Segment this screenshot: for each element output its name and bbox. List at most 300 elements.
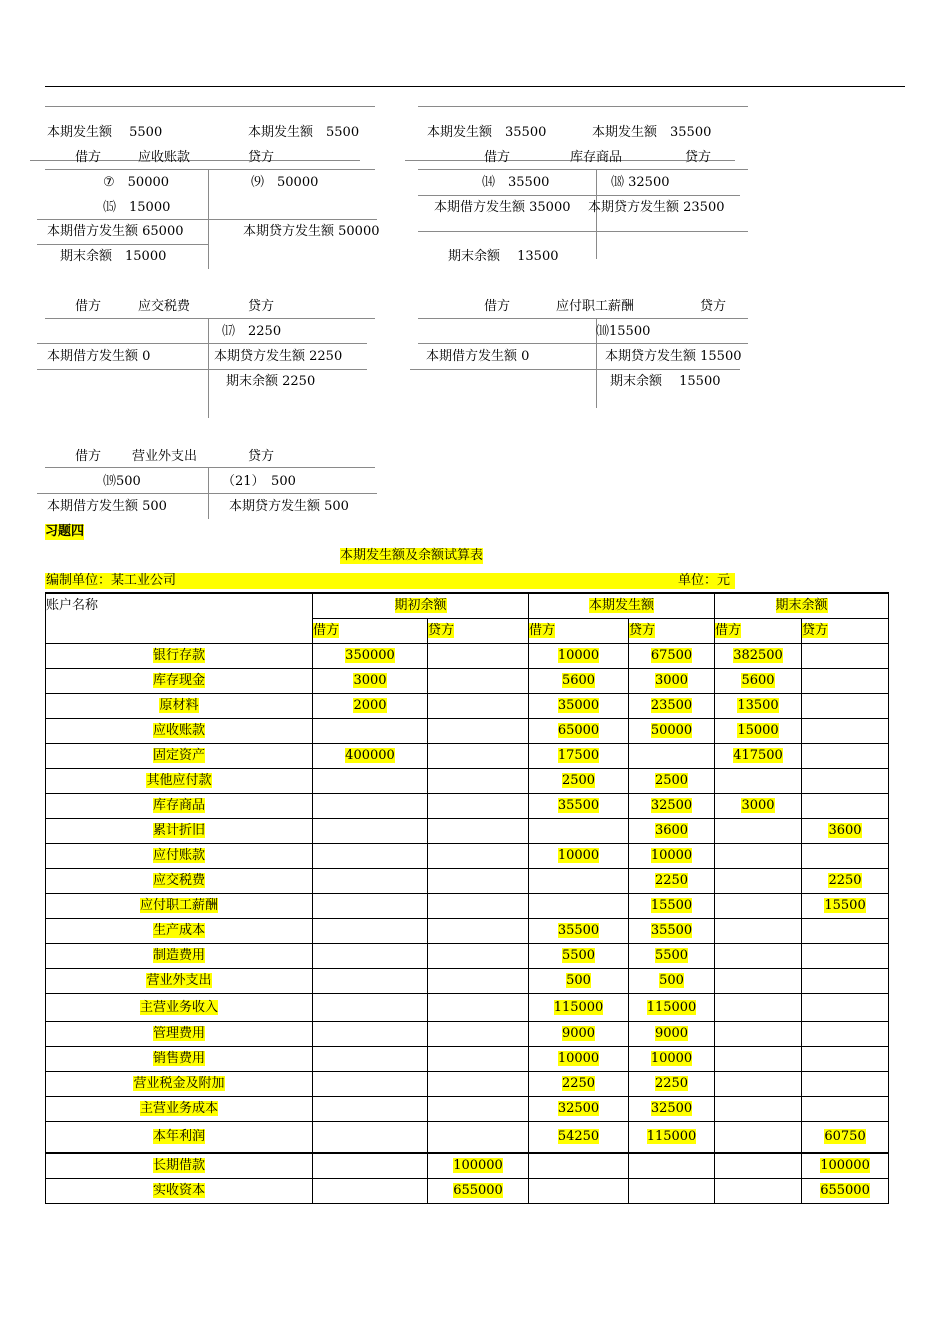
amount-cell (313, 1022, 428, 1047)
amount-cell (802, 994, 889, 1022)
amount-cell (715, 944, 802, 969)
account-name-cell (46, 1072, 313, 1097)
account-name-text: 库存现金 (152, 673, 205, 688)
credit-total: 本期贷方发生额 2250 (214, 349, 343, 364)
debit-entry: ⒁ 35500 (482, 175, 550, 190)
amount-cell (802, 1122, 889, 1154)
page-top-rule (45, 86, 905, 87)
debit-entry: ⒆500 (103, 474, 141, 489)
amount-value: 5500 (654, 948, 689, 963)
table-row (46, 894, 889, 919)
amount-cell (715, 919, 802, 944)
amount-cell (715, 1072, 802, 1097)
amount-value: 2250 (654, 1076, 689, 1091)
table-row (46, 669, 889, 694)
credit-total: 本期贷方发生额 50000 (243, 224, 380, 239)
credit-entry: ⑽15500 (596, 324, 651, 339)
amount-value: 2500 (561, 773, 596, 788)
amount-cell (313, 719, 428, 744)
amount-cell (629, 919, 715, 944)
trial-balance-table (45, 592, 889, 1204)
amount-cell (529, 1072, 629, 1097)
amount-cell (802, 669, 889, 694)
amount-cell (313, 894, 428, 919)
amount-cell (313, 744, 428, 769)
amount-cell (428, 794, 529, 819)
credit-entry: ⑼ 50000 (251, 175, 319, 190)
account-name-text: 长期借款 (152, 1158, 205, 1173)
period-amount-header-label: 本期发生额 (589, 598, 655, 613)
amount-value: 35000 (557, 698, 600, 713)
amount-value: 5500 (561, 948, 596, 963)
table-row (46, 819, 889, 844)
debit-entry: ⑦ 50000 (103, 175, 170, 190)
amount-cell (529, 644, 629, 669)
amount-cell (715, 1047, 802, 1072)
amount-cell (313, 869, 428, 894)
account-name-cell (46, 919, 313, 944)
amount-cell (715, 994, 802, 1022)
table-row (46, 744, 889, 769)
amount-cell (629, 744, 715, 769)
amount-value: 100000 (453, 1158, 503, 1173)
amount-cell (529, 919, 629, 944)
amount-cell (629, 819, 715, 844)
account-name-text: 应付职工薪酬 (139, 898, 218, 913)
table-title: 本期发生额及余额试算表 (340, 548, 484, 563)
account-name-cell (46, 944, 313, 969)
account-name-text: 银行存款 (152, 648, 205, 663)
amount-cell (715, 769, 802, 794)
amount-cell (802, 644, 889, 669)
account-name-text: 管理费用 (152, 1026, 205, 1041)
account-name: 营业外支出 (132, 449, 198, 464)
account-name-cell (46, 744, 313, 769)
table-row (46, 844, 889, 869)
amount-cell (715, 969, 802, 994)
amount-value: 9000 (561, 1026, 596, 1041)
t-account-rule (37, 244, 209, 245)
amount-cell (629, 969, 715, 994)
amount-cell (529, 694, 629, 719)
account-name-cell (46, 1179, 313, 1204)
amount-cell (428, 1072, 529, 1097)
account-name-cell (46, 1047, 313, 1072)
amount-cell (313, 1047, 428, 1072)
t-account-divider (208, 318, 209, 418)
amount-cell (529, 994, 629, 1022)
amount-value: 500 (659, 973, 684, 988)
amount-cell (715, 1179, 802, 1204)
amount-value: 2500 (654, 773, 689, 788)
amount-value: 3000 (353, 673, 387, 688)
amount-value: 15500 (824, 898, 866, 913)
account-name-text: 原材料 (159, 698, 199, 713)
amount-cell (629, 894, 715, 919)
account-name-cell (46, 644, 313, 669)
amount-cell (715, 744, 802, 769)
amount-value: 417500 (733, 748, 783, 763)
amount-cell (428, 944, 529, 969)
account-name-text: 生产成本 (152, 923, 205, 938)
amount-cell (428, 894, 529, 919)
amount-value: 655000 (453, 1183, 503, 1198)
account-name-cell (46, 994, 313, 1022)
amount-cell (313, 1153, 428, 1179)
amount-value: 13500 (737, 698, 779, 713)
account-name-cell (46, 719, 313, 744)
credit-header: 贷方 (685, 150, 712, 165)
table-row (46, 719, 889, 744)
table-row (46, 1022, 889, 1047)
amount-value: 2000 (353, 698, 387, 713)
amount-cell (802, 769, 889, 794)
amount-cell (629, 719, 715, 744)
amount-cell (802, 969, 889, 994)
amount-cell (715, 894, 802, 919)
account-name: 应收账款 (138, 150, 191, 165)
amount-cell (529, 1097, 629, 1122)
opening-balance-header (313, 593, 529, 619)
amount-cell (313, 1122, 428, 1154)
amount-cell (802, 919, 889, 944)
amount-cell (529, 819, 629, 844)
credit-header: 贷方 (700, 299, 727, 314)
compiler-label: 编制单位：某工业公司 (46, 573, 177, 588)
credit-entry: ⒄ 2250 (222, 324, 282, 339)
amount-cell (715, 669, 802, 694)
amount-value: 3600 (828, 823, 862, 838)
table-row (46, 919, 889, 944)
account-name-cell (46, 969, 313, 994)
t-account-rule (418, 318, 748, 319)
account-name-text: 营业外支出 (146, 973, 212, 988)
debit-total: 本期借方发生额 35000 (434, 200, 571, 215)
amount-value: 5600 (741, 673, 775, 688)
credit-subheader-label: 贷方 (428, 623, 455, 638)
amount-value: 115000 (646, 1129, 697, 1144)
amount-cell (529, 1022, 629, 1047)
amount-cell (529, 744, 629, 769)
debit-header: 借方 (75, 299, 102, 314)
amount-value: 35500 (557, 923, 600, 938)
amount-cell (428, 744, 529, 769)
amount-cell (629, 794, 715, 819)
account-name: 应付职工薪酬 (556, 299, 635, 314)
amount-value: 32500 (557, 1101, 600, 1116)
amount-cell (802, 1072, 889, 1097)
credit-entry: （21） 500 (222, 474, 296, 489)
table-row (46, 969, 889, 994)
amount-value: 65000 (557, 723, 600, 738)
credit-subheader (629, 619, 715, 644)
debit-total: 本期借方发生额 0 (426, 349, 530, 364)
amount-cell (802, 844, 889, 869)
account-name-cell (46, 769, 313, 794)
table-row (46, 1153, 889, 1179)
debit-subheader-label: 借方 (715, 623, 742, 638)
amount-cell (629, 1179, 715, 1204)
amount-cell (802, 819, 889, 844)
amount-cell (428, 769, 529, 794)
amount-cell (313, 769, 428, 794)
amount-value: 655000 (820, 1183, 870, 1198)
amount-cell (428, 994, 529, 1022)
account-name-text: 固定资产 (152, 748, 205, 763)
t-account-rule (418, 106, 748, 107)
t-account-rule (418, 343, 748, 344)
amount-cell (428, 1179, 529, 1204)
amount-cell (313, 1072, 428, 1097)
amount-cell (529, 669, 629, 694)
amount-cell (529, 1179, 629, 1204)
table-row (46, 1097, 889, 1122)
credit-subheader (802, 619, 889, 644)
amount-value: 2250 (828, 873, 862, 888)
amount-cell (529, 769, 629, 794)
table-row (46, 994, 889, 1022)
account-name-cell (46, 1022, 313, 1047)
amount-value: 400000 (345, 748, 395, 763)
debit-header: 借方 (75, 449, 102, 464)
amount-value: 500 (566, 973, 591, 988)
account-name-text: 实收资本 (152, 1183, 205, 1198)
amount-cell (715, 1097, 802, 1122)
amount-value: 115000 (553, 999, 604, 1015)
amount-cell (802, 1022, 889, 1047)
amount-cell (629, 944, 715, 969)
amount-cell (428, 694, 529, 719)
table-row (46, 794, 889, 819)
amount-cell (313, 1179, 428, 1204)
account-name-text: 销售费用 (152, 1051, 205, 1066)
ending-balance-header (715, 593, 889, 619)
amount-value: 17500 (557, 748, 600, 763)
amount-cell (715, 1122, 802, 1154)
unit-label: 单位：元 (678, 573, 731, 588)
ending-balance: 期末余额 13500 (448, 249, 559, 264)
amount-cell (715, 844, 802, 869)
credit-total: 本期发生额 5500 (248, 125, 360, 140)
account-name-cell (46, 794, 313, 819)
amount-value: 350000 (345, 648, 395, 663)
amount-cell (629, 769, 715, 794)
t-account-rule (37, 493, 377, 494)
debit-subheader (529, 619, 629, 644)
debit-header: 借方 (75, 150, 102, 165)
account-name-text: 应交税费 (152, 873, 205, 888)
amount-cell (629, 994, 715, 1022)
amount-cell (529, 944, 629, 969)
table-row (46, 694, 889, 719)
opening-balance-header-label: 期初余额 (394, 598, 447, 613)
t-account-rule (37, 369, 367, 370)
amount-cell (529, 719, 629, 744)
account-name-cell (46, 894, 313, 919)
ending-balance: 期末余额 2250 (226, 374, 316, 389)
amount-cell (802, 1153, 889, 1179)
amount-cell (428, 669, 529, 694)
amount-value: 3000 (741, 798, 775, 813)
t-account-rule (45, 169, 375, 170)
account-name-text: 营业税金及附加 (133, 1076, 225, 1091)
credit-entry: ⒅ 32500 (611, 175, 670, 190)
table-row (46, 1122, 889, 1154)
amount-value: 32500 (650, 1101, 693, 1116)
amount-cell (428, 1047, 529, 1072)
account-name-cell (46, 844, 313, 869)
amount-cell (529, 844, 629, 869)
amount-cell (802, 1179, 889, 1204)
amount-cell (629, 1122, 715, 1154)
t-account-rule (45, 106, 375, 107)
amount-cell (428, 844, 529, 869)
account-name-cell (46, 819, 313, 844)
credit-subheader-label: 贷方 (629, 623, 656, 638)
amount-cell (802, 719, 889, 744)
account-name-text: 库存商品 (152, 798, 205, 813)
amount-cell (529, 1153, 629, 1179)
amount-value: 10000 (650, 848, 693, 863)
debit-subheader (313, 619, 428, 644)
amount-cell (715, 819, 802, 844)
ending-balance-header-label: 期末余额 (775, 598, 828, 613)
debit-total: 本期发生额 5500 (47, 125, 163, 140)
debit-header: 借方 (484, 299, 511, 314)
amount-cell (629, 669, 715, 694)
amount-value: 67500 (650, 648, 693, 663)
amount-cell (629, 644, 715, 669)
t-account-rule (418, 195, 740, 196)
amount-cell (313, 844, 428, 869)
amount-cell (802, 869, 889, 894)
table-row (46, 1179, 889, 1204)
amount-value: 15000 (737, 723, 779, 738)
amount-value: 35500 (650, 923, 693, 938)
amount-cell (428, 1097, 529, 1122)
debit-total: 本期借方发生额 65000 (47, 224, 184, 239)
account-name-cell (46, 1097, 313, 1122)
amount-value: 3000 (654, 673, 689, 688)
table-row (46, 1072, 889, 1097)
credit-total: 本期发生额 35500 (592, 125, 712, 140)
amount-cell (313, 994, 428, 1022)
amount-cell (428, 1153, 529, 1179)
t-account-rule (37, 219, 377, 220)
credit-header: 贷方 (248, 150, 275, 165)
t-account-rule (45, 318, 375, 319)
debit-total: 本期发生额 35500 (427, 125, 547, 140)
table-row (46, 769, 889, 794)
amount-cell (313, 819, 428, 844)
debit-subheader (715, 619, 802, 644)
amount-cell (529, 869, 629, 894)
amount-cell (529, 1047, 629, 1072)
credit-total: 本期贷方发生额 23500 (588, 200, 725, 215)
amount-cell (629, 1072, 715, 1097)
amount-value: 100000 (820, 1158, 870, 1173)
amount-cell (802, 894, 889, 919)
amount-value: 23500 (650, 698, 693, 713)
amount-cell (715, 1153, 802, 1179)
table-row (46, 944, 889, 969)
debit-entry: ⒂ 15000 (103, 200, 171, 215)
account-name-text: 主营业务收入 (139, 999, 218, 1015)
debit-header: 借方 (484, 150, 511, 165)
amount-cell (313, 919, 428, 944)
amount-cell (428, 1022, 529, 1047)
amount-cell (715, 694, 802, 719)
table-row (46, 644, 889, 669)
amount-cell (428, 819, 529, 844)
t-account-rule (410, 369, 740, 370)
amount-cell (629, 1097, 715, 1122)
credit-header: 贷方 (248, 299, 275, 314)
amount-cell (313, 794, 428, 819)
amount-cell (428, 1122, 529, 1154)
amount-cell (428, 719, 529, 744)
debit-subheader-label: 借方 (529, 623, 556, 638)
amount-cell (629, 1047, 715, 1072)
amount-value: 5600 (561, 673, 596, 688)
amount-cell (529, 1122, 629, 1154)
account-name-text: 应付账款 (152, 848, 205, 863)
account-name-cell (46, 869, 313, 894)
amount-value: 115000 (646, 999, 697, 1015)
account-name-cell (46, 694, 313, 719)
account-name: 库存商品 (570, 150, 623, 165)
ending-balance: 期末余额 15500 (610, 374, 721, 389)
amount-cell (313, 669, 428, 694)
t-account-rule (45, 467, 375, 468)
debit-total: 本期借方发生额 500 (47, 499, 167, 514)
period-amount-header (529, 593, 715, 619)
exercise-heading: 习题四 (45, 524, 85, 539)
debit-total: 本期借方发生额 0 (47, 349, 151, 364)
t-account-rule (37, 343, 367, 344)
amount-value: 2250 (561, 1076, 596, 1091)
amount-cell (802, 1047, 889, 1072)
account-name-text: 累计折旧 (152, 823, 205, 838)
amount-cell (529, 969, 629, 994)
amount-value: 2250 (654, 873, 689, 888)
amount-cell (715, 869, 802, 894)
ending-balance: 期末余额 15000 (60, 249, 167, 264)
credit-total: 本期贷方发生额 15500 (605, 349, 742, 364)
amount-value: 15500 (650, 898, 693, 913)
table-row (46, 1047, 889, 1072)
t-account-rule (418, 169, 748, 170)
amount-cell (715, 1022, 802, 1047)
amount-cell (802, 794, 889, 819)
amount-cell (629, 869, 715, 894)
credit-total: 本期贷方发生额 500 (229, 499, 349, 514)
amount-cell (313, 694, 428, 719)
amount-cell (629, 1153, 715, 1179)
amount-value: 60750 (824, 1129, 866, 1144)
amount-cell (715, 644, 802, 669)
amount-cell (428, 919, 529, 944)
table-header-row (46, 593, 889, 619)
amount-value: 32500 (650, 798, 693, 813)
amount-cell (313, 1097, 428, 1122)
amount-cell (529, 794, 629, 819)
amount-cell (313, 644, 428, 669)
account-name-text: 制造费用 (152, 948, 205, 963)
amount-cell (313, 969, 428, 994)
account-name-text: 应收账款 (152, 723, 205, 738)
amount-cell (802, 744, 889, 769)
